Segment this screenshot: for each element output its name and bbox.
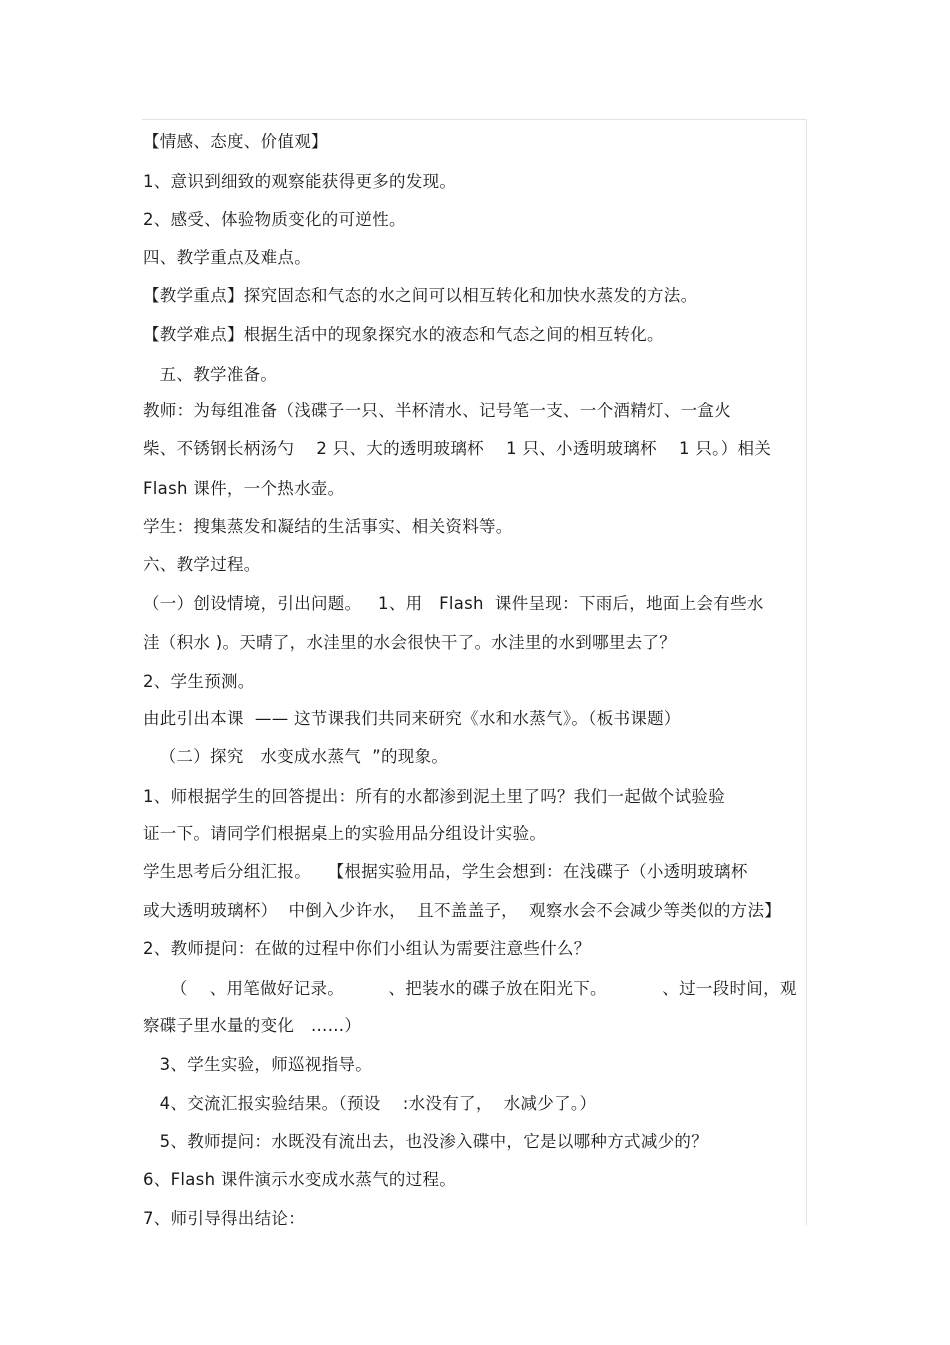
text-line: 或大透明玻璃杯） 中倒入少许水， 且不盖盖子， 观察水会不会减少等类似的方法】 xyxy=(143,901,782,920)
text-line: 1、师根据学生的回答提出：所有的水都渗到泥土里了吗？我们一起做个试验验 xyxy=(143,787,725,806)
text-line: 2、学生预测。 xyxy=(143,672,255,691)
text-line: （一）创设情境，引出问题。 1、用 Flash 课件呈现：下雨后，地面上会有些水 xyxy=(143,594,764,613)
text-line: 四、教学重点及难点。 xyxy=(143,248,311,267)
text-line: 4、交流汇报实验结果。（预设 :水没有了， 水减少了。） xyxy=(143,1094,597,1113)
text-line: 6、Flash 课件演示水变成水蒸气的过程。 xyxy=(143,1170,457,1189)
text-line: 学生思考后分组汇报。 【根据实验用品，学生会想到：在浅碟子（小透明玻璃杯 xyxy=(143,862,748,881)
text-line: 察碟子里水量的变化 ……） xyxy=(143,1016,362,1035)
text-line: 学生：搜集蒸发和凝结的生活事实、相关资料等。 xyxy=(143,517,513,536)
text-line: （ 、用笔做好记录。 、把装水的碟子放在阳光下。 、过一段时间，观 xyxy=(143,979,797,998)
text-line: 2、教师提问：在做的过程中你们小组认为需要注意些什么？ xyxy=(143,939,591,958)
text-line: （二）探究 水变成水蒸气 ”的现象。 xyxy=(143,747,449,766)
text-line: 洼（积水 )。天晴了，水洼里的水会很快干了。水洼里的水到哪里去了？ xyxy=(143,633,677,652)
text-line: 【情感、态度、价值观】 xyxy=(143,132,328,151)
text-line: 【教学难点】根据生活中的现象探究水的液态和气态之间的相互转化。 xyxy=(143,325,664,344)
text-line: 7、师引导得出结论： xyxy=(143,1209,305,1228)
text-line: 3、学生实验，师巡视指导。 xyxy=(143,1055,373,1074)
text-line: 由此引出本课 —— 这节课我们共同来研究《水和水蒸气》。（板书课题） xyxy=(143,709,681,728)
text-line: 教师：为每组准备（浅碟子一只、半杯清水、记号笔一支、一个酒精灯、一盒火 xyxy=(143,401,731,420)
text-line: 5、教师提问：水既没有流出去，也没渗入碟中，它是以哪种方式减少的？ xyxy=(143,1132,709,1151)
text-line: 六、教学过程。 xyxy=(143,555,261,574)
text-line: Flash 课件，一个热水壶。 xyxy=(143,479,345,498)
text-line: 证一下。请同学们根据桌上的实验用品分组设计实验。 xyxy=(143,824,547,843)
text-line: 五、教学准备。 xyxy=(143,365,278,384)
text-line: 柴、不锈钢长柄汤勺 2 只、大的透明玻璃杯 1 只、小透明玻璃杯 1 只。）相关 xyxy=(143,439,772,458)
text-line: 2、感受、体验物质变化的可逆性。 xyxy=(143,210,406,229)
text-line: 【教学重点】探究固态和气态的水之间可以相互转化和加快水蒸发的方法。 xyxy=(143,286,698,305)
text-line: 1、意识到细致的观察能获得更多的发现。 xyxy=(143,172,457,191)
